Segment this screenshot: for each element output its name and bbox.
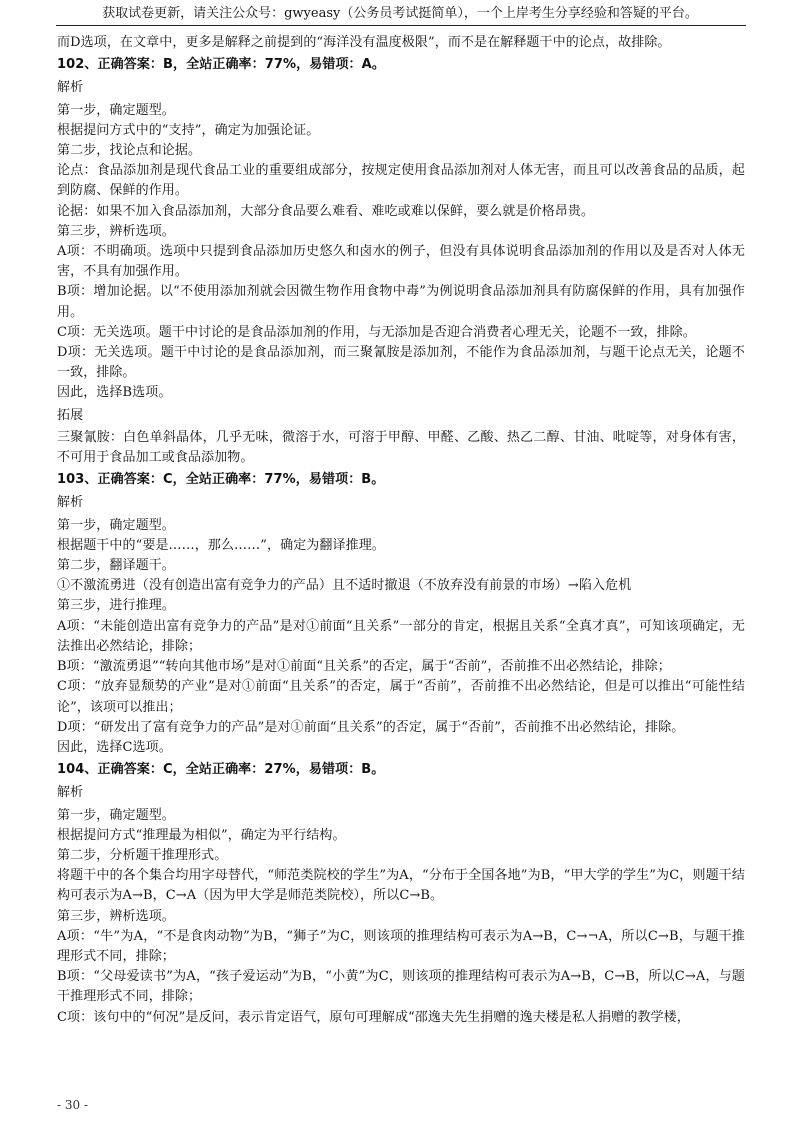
paragraph: 第二步，分析题干推理形式。 (57, 847, 228, 863)
answer-heading: 103、正确答案：C，全站正确率：77%，易错项：B。 (57, 472, 385, 488)
paragraph: 根据题干中的“要是……，那么……”，确定为翻译推理。 (57, 537, 385, 553)
paragraph: 将题干中的各个集合均用字母替代，“师范类院校的学生”为A，“分布于全国各地”为B，“甲大学的学生”为C，则题干结构可表示为A→B，C→A（因为甲大学是师范类院校），所以C→B。 (57, 868, 745, 904)
paragraph: 而D选项，在文章中，更多是解释之前提到的“海洋没有温度极限”，而不是在解释题干中的论点，故排除。 (57, 35, 671, 50)
paragraph: ①不激流勇进（没有创造出富有竞争力的产品）且不适时撤退（不放弃没有前景的市场）→陷入危机 (57, 578, 632, 594)
answer-heading: 104、正确答案：C，全站正确率：27%，易错项：B。 (57, 762, 385, 778)
paragraph: 因此，选择C选项。 (57, 739, 172, 755)
section-label: 解析 (57, 785, 84, 801)
paragraph: C项：“放弃显颓势的产业”是对①前面“且关系”的否定，属于“否前”，否前推不出必然结论，但是可以推出“可能性结论”，该项可以推出； (57, 679, 745, 715)
paragraph: 第三步，辨析选项。 (57, 223, 175, 239)
paragraph: 根据提问方式“推理最为相似”，确定为平行结构。 (57, 827, 346, 843)
paragraph: A项：“未能创造出富有竞争力的产品”是对①前面“且关系”一部分的肯定，根据且关系“全真才真”，可知该项确定，无法推出必然结论，排除； (57, 618, 745, 654)
paragraph: A项：“牛”为A，“不是食肉动物”为B，“狮子”为C，则该项的推理结构可表示为A→B，C→¬A，所以C→B，与题干推理形式不同，排除； (57, 928, 745, 964)
header-divider (56, 25, 746, 26)
paragraph: 根据提问方式中的“支持”，确定为加强论证。 (57, 122, 320, 138)
paragraph: 第二步，翻译题干。 (57, 558, 175, 574)
paragraph: 第一步，确定题型。 (57, 807, 175, 823)
paragraph: D项：无关选项。题干中讨论的是食品添加剂，而三聚氰胺是添加剂，不能作为食品添加剂，与题干论点无关，论题不一致，排除。 (57, 345, 745, 381)
paragraph: A项：不明确项。选项中只提到食品添加历史悠久和卤水的例子，但没有具体说明食品添加剂的作用以及是否对人体无害，不具有加强作用。 (57, 244, 745, 280)
paragraph: 三聚氰胺：白色单斜晶体，几乎无味，微溶于水，可溶于甲醇、甲醛、乙酸、热乙二醇、甘油、吡啶等，对身体有害，不可用于食品加工或食品添加物。 (57, 429, 745, 466)
paragraph: 因此，选择B选项。 (57, 385, 172, 401)
paragraph: C项：无关选项。题干中讨论的是食品添加剂的作用，与无添加是否迎合消费者心理无关，论题不一致，排除。 (57, 324, 696, 340)
section-label: 拓展 (57, 407, 84, 423)
section-label: 解析 (57, 495, 84, 511)
paragraph: B项：“激流勇退”“转向其他市场”是对①前面“且关系”的否定，属于“否前”，否前推不出必然结论，排除； (57, 659, 671, 675)
paragraph: 论据：如果不加入食品添加剂，大部分食品要么难看、难吃或难以保鲜，要么就是价格昂贵。 (57, 203, 595, 219)
paragraph: 第一步，确定题型。 (57, 102, 175, 118)
header-notice: 获取试卷更新，请关注公众号：gwyeasy（公务员考试挺简单），一个上岸考生分享经验和答疑的平台。 (102, 6, 698, 21)
document-body (57, 33, 745, 1028)
paragraph: B项：“父母爱读书”为A，“孩子爱运动”为B，“小黄”为C，则该项的推理结构可表示为A→B，C→B，所以C→A，与题干推理形式不同，排除； (57, 969, 745, 1005)
paragraph: C项：该句中的“何况”是反问，表示肯定语气，原句可理解成“邵逸夫先生捐赠的逸夫楼是私人捐赠的教学楼， (57, 1009, 690, 1025)
paragraph: 第三步，辨析选项。 (57, 908, 175, 924)
paragraph: 论点：食品添加剂是现代食品工业的重要组成部分，按规定使用食品添加剂对人体无害，而且可以改善食品的品质，起到防腐、保鲜的作用。 (57, 163, 745, 199)
section-label: 解析 (57, 80, 84, 96)
paragraph: 第二步，找论点和论据。 (57, 143, 202, 159)
paragraph: 第三步，进行推理。 (57, 598, 175, 614)
page-header (0, 6, 800, 22)
paragraph: D项：“研发出了富有竞争力的产品”是对①前面“且关系”的否定，属于“否前”，否前推不出必然结论，排除。 (57, 719, 685, 735)
paragraph: 第一步，确定题型。 (57, 517, 175, 533)
paragraph: B项：增加论据。以“不使用添加剂就会因微生物作用食物中毒”为例说明食品添加剂具有防腐保鲜的作用，具有加强作用。 (57, 284, 745, 320)
answer-heading: 102、正确答案：B，全站正确率：77%，易错项：A。 (57, 57, 385, 73)
page-number: - 30 - (57, 1098, 89, 1112)
